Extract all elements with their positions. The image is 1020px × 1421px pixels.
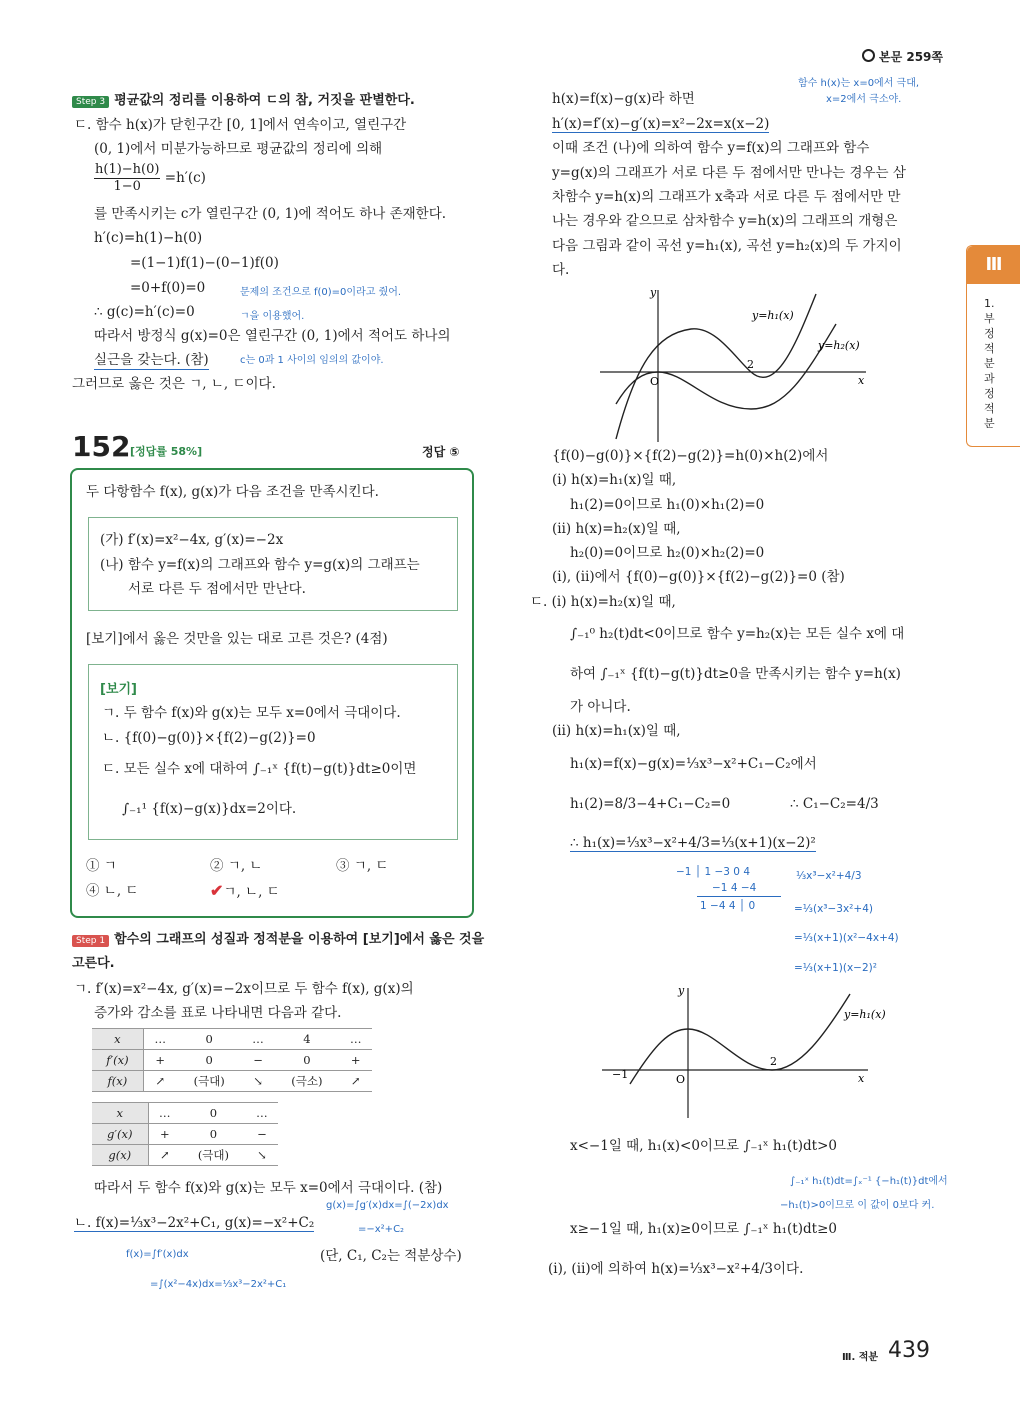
text-line: h(x)=f(x)−g(x)라 하면: [552, 91, 695, 107]
text-line: x<−1일 때, h₁(x)<0이므로 ∫₋₁ˣ h₁(t)dt>0: [570, 1138, 837, 1154]
page-number: 439: [888, 1338, 930, 1363]
frac-rhs: =h′(c): [164, 170, 206, 186]
table-cell: (극대): [181, 1145, 246, 1166]
table-row: [92, 1145, 278, 1166]
step1-heading: Step 1 함수의 그래프의 성질과 정적분을 이용하여 [보기]에서 옳은 것을: [72, 928, 484, 947]
text-line: x≥−1일 때, h₁(x)≥0이므로 ∫₋₁ˣ h₁(t)dt≥0: [570, 1221, 837, 1237]
table-cell: +: [340, 1050, 373, 1071]
margin-note: 함수 h(x)는 x=0에서 극대,: [798, 78, 920, 89]
margin-note: ∫₋₁ˣ h₁(t)dt=∫ₓ⁻¹ {−h₁(t)}dt에서: [790, 1176, 948, 1187]
label-h1: y=h₁(x): [844, 1008, 886, 1021]
label-origin: O: [676, 1073, 686, 1086]
text-line: h₁(x)=f(x)−g(x)=⅓x³−x²+C₁−C₂에서: [570, 756, 817, 772]
graph-h1-h2: [596, 284, 876, 444]
text-line: 따라서 두 함수 f(x)와 g(x)는 모두 x=0에서 극대이다. (참): [94, 1180, 443, 1196]
bogi-item-2: ㄴ. {f(0)−g(0)}×{f(2)−g(2)}=0: [102, 730, 316, 746]
margin-note: 문제의 조건으로 f(0)=0이라고 줬어.: [240, 287, 402, 298]
circle-bullet-icon: [862, 49, 875, 62]
table-cell: (극소): [274, 1071, 339, 1092]
table-cell: −: [242, 1050, 274, 1071]
table-cell: ↗: [143, 1071, 176, 1092]
table-cell: ↘: [246, 1145, 278, 1166]
fraction-line: [94, 162, 206, 195]
table-cell: f(x): [92, 1071, 143, 1092]
table-cell: +: [143, 1050, 176, 1071]
synthetic-row-2: −1 4 −4: [712, 882, 757, 894]
table-cell: 0: [274, 1050, 339, 1071]
table-cell: …: [246, 1103, 278, 1124]
text-line: ∫₋₁⁰ h₂(t)dt<0이므로 함수 y=h₂(x)는 모든 실수 x에 대: [570, 626, 905, 642]
curve-h2: [616, 324, 836, 409]
label-origin: O: [650, 375, 660, 388]
margin-note: =∫(x²−4x)dx=⅓x³−2x²+C₁: [150, 1279, 287, 1290]
synthetic-result-3: =⅓(x+1)(x²−4x+4): [794, 932, 899, 944]
condition-a: (가) f′(x)=x²−4x, g′(x)=−2x: [100, 532, 284, 548]
table-cell: 0: [177, 1029, 242, 1050]
margin-note: c는 0과 1 사이의 임의의 값이야.: [240, 355, 384, 366]
bogi-label: [보기]: [100, 682, 137, 697]
text-line: (ⅰ) h(x)=h₁(x)일 때,: [552, 472, 677, 488]
text-line: h₂(0)=0이므로 h₂(0)×h₂(2)=0: [570, 545, 765, 561]
text-line: ∴ h₁(x)=⅓x³−x²+4/3=⅓(x+1)(x−2)²: [570, 835, 816, 851]
table-cell: 0: [181, 1124, 246, 1145]
page-ref: 본문 259쪽: [862, 48, 943, 65]
table-cell: …: [242, 1029, 274, 1050]
step1-badge: Step 1: [72, 935, 109, 947]
text-line: ㄴ. f(x)=⅓x³−2x²+C₁, g(x)=−x²+C₂: [74, 1215, 315, 1231]
option-4[interactable]: ④ ㄴ, ㄷ: [86, 883, 139, 899]
label-h1: y=h₁(x): [752, 309, 794, 322]
table-cell: +: [148, 1124, 181, 1145]
label-2: 2: [770, 1055, 777, 1068]
table-row: [92, 1103, 278, 1124]
text-line: (0, 1)에서 미분가능하므로 평균값의 정리에 의해: [94, 141, 383, 157]
table-row: [92, 1029, 372, 1050]
chapter-roman: Ⅲ: [967, 246, 1020, 284]
option-3[interactable]: ③ ㄱ, ㄷ: [336, 858, 389, 874]
text-line: ∴ C₁−C₂=4/3: [790, 796, 879, 812]
bogi-item-3: ㄷ. 모든 실수 x에 대하여 ∫₋₁ˣ {f(t)−g(t)}dt≥0이면: [102, 761, 417, 777]
table-row: [92, 1071, 372, 1092]
margin-note: g(x)=∫g′(x)dx=∫(−2x)dx: [326, 1200, 449, 1211]
margin-note: x=2에서 극소야.: [826, 94, 902, 105]
table-cell: …: [340, 1029, 373, 1050]
text-line: 다음 그림과 같이 곡선 y=h₁(x), 곡선 y=h₂(x)의 두 가지이: [552, 238, 902, 254]
text-line: ∴ g(c)=h′(c)=0: [94, 304, 195, 320]
table-cell: x: [92, 1103, 148, 1124]
text-line: 를 만족시키는 c가 열린구간 (0, 1)에 적어도 하나 존재한다.: [94, 206, 447, 222]
table-cell: −: [246, 1124, 278, 1145]
text-line: 이때 조건 (나)에 의하여 함수 y=f(x)의 그래프와 함수: [552, 140, 870, 156]
table-g: [92, 1102, 278, 1166]
text-line: ㄷ. (ⅰ) h(x)=h₂(x)일 때,: [530, 594, 676, 610]
synthetic-result-1: ⅓x³−x²+4/3: [796, 870, 862, 882]
text-line: (ⅰ), (ⅱ)에 의하여 h(x)=⅓x³−x²+4/3이다.: [548, 1261, 804, 1277]
condition-b2: 서로 다른 두 점에서만 만난다.: [128, 581, 306, 597]
table-cell: f′(x): [92, 1050, 143, 1071]
table-cell: x: [92, 1029, 143, 1050]
text-line: 가 아니다.: [570, 699, 631, 715]
condition-b: (나) 함수 y=f(x)의 그래프와 함수 y=g(x)의 그래프는: [100, 557, 420, 573]
text-line: 증가와 감소를 표로 나타내면 다음과 같다.: [94, 1005, 342, 1021]
problem-text: 두 다항함수 f(x), g(x)가 다음 조건을 만족시킨다.: [86, 484, 379, 500]
synthetic-result-2: =⅓(x³−3x²+4): [794, 903, 873, 915]
text-line: h₁(2)=0이므로 h₁(0)×h₁(2)=0: [570, 497, 765, 513]
table-cell: …: [143, 1029, 176, 1050]
text-line: 그러므로 옳은 것은 ㄱ, ㄴ, ㄷ이다.: [72, 376, 276, 392]
text-line: (ⅰ), (ⅱ)에서 {f(0)−g(0)}×{f(2)−g(2)}=0 (참): [552, 569, 845, 585]
footer-label: Ⅲ. 적분: [842, 1352, 879, 1363]
text-line: =(1−1)f(1)−(0−1)f(0): [130, 255, 279, 271]
synthetic-divider: [697, 896, 781, 897]
table-cell: ↘: [242, 1071, 274, 1092]
table-row: [92, 1124, 278, 1145]
problem-number: 152: [72, 430, 131, 463]
text-line: ㄱ. f′(x)=x²−4x, g′(x)=−2x이므로 두 함수 f(x), g(x)의: [74, 981, 414, 997]
table-cell: ↗: [340, 1071, 373, 1092]
text-line: 다.: [552, 262, 570, 278]
problem-rate: [정답률 58%]: [130, 445, 203, 458]
table-cell: g(x): [92, 1145, 148, 1166]
label-h2: y=h₂(x): [818, 339, 860, 352]
text-line: {f(0)−g(0)}×{f(2)−g(2)}=h(0)×h(2)에서: [552, 448, 829, 464]
label-y: y: [678, 984, 685, 997]
table-f: [92, 1028, 372, 1092]
chapter-tab[interactable]: [966, 245, 1020, 447]
table-cell: 0: [177, 1050, 242, 1071]
label-minus1: −1: [612, 1068, 629, 1081]
text-line: 실근을 갖는다. (참): [94, 352, 209, 368]
synthetic-row-3: 1 −4 4 │ 0: [700, 900, 756, 912]
text-line: ㄷ. 함수 h(x)가 닫힌구간 [0, 1]에서 연속이고, 열린구간: [74, 117, 407, 133]
synthetic-result-4: =⅓(x+1)(x−2)²: [794, 962, 877, 974]
text-line: h′(c)=h(1)−h(0): [94, 230, 203, 246]
option-2[interactable]: ② ㄱ, ㄴ: [210, 858, 263, 874]
text-line: 하여 ∫₋₁ˣ {f(t)−g(t)}dt≥0을 만족시키는 함수 y=h(x): [570, 666, 901, 682]
synthetic-row-1: −1 │ 1 −3 0 4: [676, 866, 751, 878]
checkmark-icon: ✔: [210, 881, 224, 900]
text-line: (ⅱ) h(x)=h₂(x)일 때,: [552, 521, 681, 537]
label-x: x: [858, 374, 865, 387]
table-cell: 4: [274, 1029, 339, 1050]
margin-note: ㄱ을 이용했어.: [240, 311, 305, 322]
table-cell: (극대): [177, 1071, 242, 1092]
text-line: y=g(x)의 그래프가 서로 다른 두 점에서만 만나는 경우는 삼: [552, 165, 906, 181]
table-cell: 0: [181, 1103, 246, 1124]
problem-question: [보기]에서 옳은 것만을 있는 대로 고른 것은? (4점): [86, 631, 388, 647]
text-line: 따라서 방정식 g(x)=0은 열린구간 (0, 1)에서 적어도 하나의: [94, 328, 451, 344]
answer-label: 정답 ⑤: [422, 445, 460, 459]
frac-denominator: 1−0: [113, 179, 141, 194]
bogi-item-1: ㄱ. 두 함수 f(x)와 g(x)는 모두 x=0에서 극대이다.: [102, 705, 401, 721]
margin-note: f(x)=∫f′(x)dx: [126, 1249, 189, 1260]
margin-note: =−x²+C₂: [358, 1224, 405, 1235]
label-x: x: [858, 1072, 865, 1085]
text-line: (ⅱ) h(x)=h₁(x)일 때,: [552, 723, 681, 739]
option-5[interactable]: ✔ㄱ, ㄴ, ㄷ: [210, 881, 280, 900]
table-cell: …: [148, 1103, 181, 1124]
chapter-subtitle: 1. 부정적분과 정적분: [984, 297, 995, 430]
table-cell: g′(x): [92, 1124, 148, 1145]
text-line: (단, C₁, C₂는 적분상수): [320, 1248, 462, 1264]
text-line: =0+f(0)=0: [130, 280, 206, 296]
text-line: h′(x)=f′(x)−g′(x)=x²−2x=x(x−2): [552, 116, 770, 132]
frac-numerator: h(1)−h(0): [95, 162, 160, 177]
text-line: 차함수 y=h(x)의 그래프가 x축과 서로 다른 두 점에서만 만: [552, 189, 901, 205]
step3-badge: Step 3: [72, 96, 109, 108]
step1-heading-2: 고른다.: [72, 956, 115, 971]
option-1[interactable]: ① ㄱ: [86, 858, 117, 874]
graph-h1: [600, 984, 900, 1120]
text-line: 나는 경우와 같으므로 삼차함수 y=h(x)의 그래프의 개형은: [552, 213, 898, 229]
text-line: h₁(2)=8/3−4+C₁−C₂=0: [570, 796, 731, 812]
table-row: [92, 1050, 372, 1071]
step3-heading: Step 3 평균값의 정리를 이용하여 ㄷ의 참, 거짓을 판별한다.: [72, 89, 415, 108]
table-cell: ↗: [148, 1145, 181, 1166]
label-y: y: [650, 286, 657, 299]
margin-note: −h₁(t)>0이므로 이 값이 0보다 커.: [780, 1200, 935, 1211]
bogi-item-3b: ∫₋₁¹ {f(x)−g(x)}dx=2이다.: [122, 801, 297, 817]
label-2: 2: [747, 358, 754, 371]
